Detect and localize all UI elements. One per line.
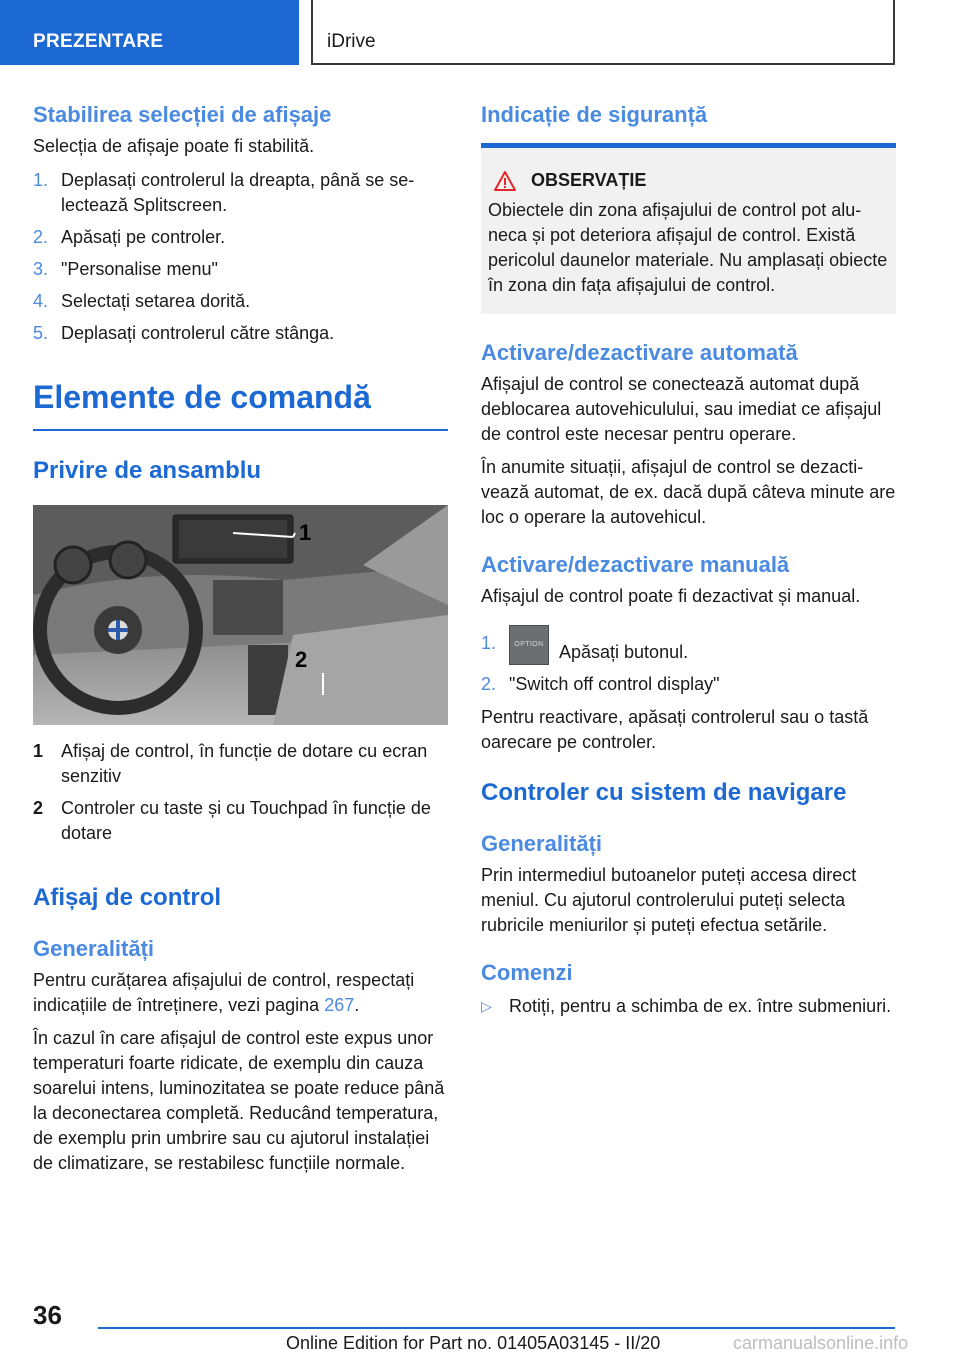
chapter-heading: Elemente de comandă — [33, 379, 371, 415]
legend-item: 1 Afișaj de control, în funcție de dotare cu ecran senzitiv — [33, 741, 428, 786]
footer-rule — [98, 1327, 895, 1329]
right-column — [481, 100, 896, 1019]
chapter-label: iDrive — [327, 31, 376, 52]
step-item: 5. Deplasați controlerul către stânga. — [33, 323, 335, 343]
display-selection-heading: Stabilirea selecției de afișaje — [33, 102, 332, 127]
warning-title: OBSERVAȚIE — [531, 170, 647, 190]
step-item: 4. Selectați setarea dorită. — [33, 291, 251, 311]
nav-general-paragraph: Prin intermediul butoanelor puteți accesa direct meniul. Cu ajutorul controlerului puteți selecta rubricile meniurilor și puteți efectua setările. — [481, 865, 857, 936]
step-item: 2. Apăsați pe controler. — [33, 227, 226, 247]
step-item: 2. "Switch off control display" — [481, 674, 720, 695]
warning-box — [481, 143, 896, 314]
footer-watermark: carmanualsonline.info — [733, 1333, 909, 1353]
manual-paragraph-1: Afișajul de control poate fi dezactivat și manual. — [481, 586, 861, 606]
section-tab — [0, 0, 299, 65]
general-heading: Generalități — [33, 936, 155, 961]
control-display-heading: Afișaj de control — [33, 884, 222, 911]
option-button-icon: OPTION — [509, 625, 549, 665]
navigation-controller-heading: Controler cu sistem de navigare — [481, 779, 847, 807]
step-item: 1. Deplasați controlerul la dreapta, până se selectează Splitscreen. — [33, 170, 415, 215]
general-paragraph-1: Pentru curățarea afișajului de control, respectați indicațiile de întreținere, vezi pagina 267. — [33, 970, 415, 1015]
section-label: PREZENTARE — [33, 31, 164, 52]
display-selection-steps — [33, 168, 448, 346]
auto-paragraph-2: În anumite situații, afișajul de control se dezactivează automat, de ex. dacă după câteva minute are loc o operare la autovehicul. — [481, 457, 896, 527]
auto-paragraph-1: Afișajul de control se conectează automat după deblocarea autovehiculului, sau imediat ce afișajul de control este necesar pentru operare. — [481, 374, 882, 444]
chapter-tab — [311, 0, 895, 65]
overview-heading: Privire de ansamblu — [33, 457, 262, 484]
command-item: ▷ Rotiți, pentru a schimba de ex. între submeniuri. — [481, 994, 896, 1019]
warning-title-row — [488, 168, 889, 193]
nav-general-heading: Generalități — [481, 831, 603, 857]
manual-paragraph-2: Pentru reactivare, apăsați controlerul sau o tastă oarecare pe controler. — [481, 707, 869, 753]
cockpit-photo — [33, 505, 448, 725]
manual-steps — [481, 623, 896, 697]
legend-item: 2 Controler cu taste și cu Touchpad în funcție de dotare — [33, 798, 431, 843]
step-item: 1. OPTION Apăsați butonul. — [481, 623, 896, 665]
page-number: 36 — [33, 1300, 62, 1330]
callout-2: 2 — [295, 647, 308, 672]
commands-list — [481, 994, 896, 1019]
callout-1: 1 — [299, 520, 312, 545]
footer-edition: Online Edition for Part no. 01405A03145 - II/20 — [286, 1333, 661, 1353]
page-link[interactable]: 267 — [324, 995, 355, 1015]
step-item: 3. "Personalise menu" — [33, 259, 218, 279]
chapter-rule — [33, 429, 448, 431]
auto-heading: Activare/dezactivare automată — [481, 340, 798, 365]
triangle-bullet-icon: ▷ — [481, 998, 492, 1015]
manual-heading: Activare/dezactivare manuală — [481, 552, 790, 577]
warning-text: Obiectele din zona afișajului de control pot aluneca și pot deteriora afișajul de control. Există pericolul daunelor materiale. Nu amplasați obiecte în zona din fața afișajului de control. — [488, 200, 888, 295]
cockpit-illustration — [33, 505, 448, 725]
display-selection-intro: Selecția de afișaje poate fi stabilită. — [33, 136, 315, 156]
commands-heading: Comenzi — [481, 960, 573, 986]
warning-triangle-icon — [493, 170, 517, 192]
safety-heading: Indicație de siguranță — [481, 102, 708, 127]
photo-legend — [33, 739, 448, 846]
general-paragraph-2: În cazul în care afișajul de control este expus unor temperaturi foarte ridicate, de exemplu din cauza soarelui intens, luminozitatea se poate reduce până la deconectarea completă. Reducând temperatura, de exemplu prin umbrire sau cu ajutorul instalației de climatizare, se restabilesc funcțiile normale. — [33, 1028, 445, 1173]
left-column — [33, 100, 448, 1176]
